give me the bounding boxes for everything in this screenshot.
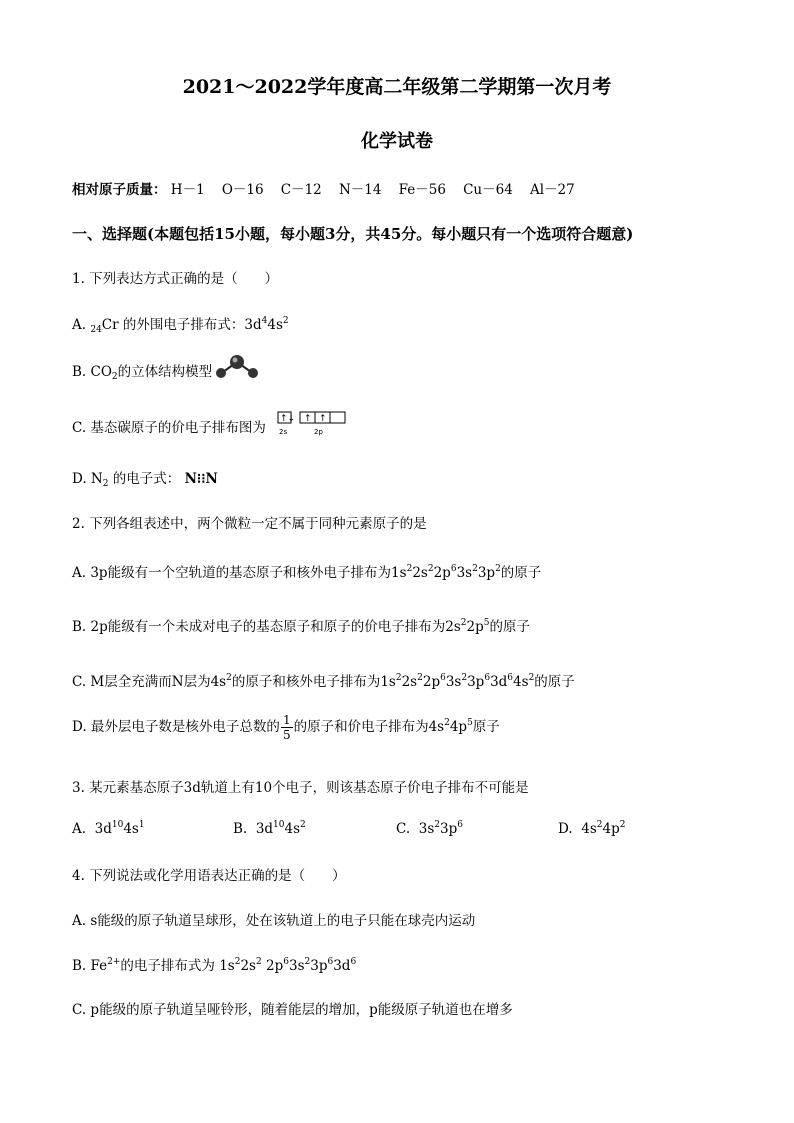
q3-option-d: D. $4s^24p^2$ <box>558 820 626 837</box>
q3-option-a: A. $3d^{10}4s^1$ <box>72 820 145 837</box>
mass-c: C－12 <box>280 182 322 198</box>
q3-option-c: C. $3s^23p^6$ <box>396 820 463 837</box>
orbital-2p-label: 2p <box>314 428 323 436</box>
q1-stem: 1. 下列表达方式正确的是（ ） <box>72 271 279 287</box>
q4-option-b: B. $Fe^{2+}$的电子排布式为 $1s^22s^2$ $2p^63s^23p^63d^6$ <box>72 957 357 974</box>
q1-option-d: D. $N_2$ 的电子式： N⁝⁝N <box>72 471 218 489</box>
fraction-one-fifth: $\frac{1}{5}$ <box>282 713 291 742</box>
mass-h: H－1 <box>170 182 205 198</box>
svg-text:↑: ↑ <box>304 414 312 424</box>
orbital-2s-label: 2s <box>279 428 288 436</box>
q2-option-d: D. 最外层电子数是核外电子总数的 $\frac{1}{5}$ 的原子和价电子排布为$4s^24p^5$原子 <box>72 713 500 742</box>
n2-electron-formula: N⁝⁝N <box>184 471 218 487</box>
atomic-mass-label: 相对原子质量： <box>72 182 167 198</box>
atomic-mass-line <box>72 178 575 198</box>
q1-option-b: B. $CO_2$的立体结构模型 <box>72 364 213 382</box>
mass-n: N－14 <box>338 182 382 198</box>
q3-stem: 3. 某元素基态原子3d轨道上有10个电子，则该基态原子价电子排布不可能是 <box>72 780 529 796</box>
mass-al: Al－27 <box>529 182 575 198</box>
q1-option-c: C. 基态碳原子的价电子排布图为 <box>72 420 266 436</box>
q3-option-b: B. $3d^{10}4s^2$ <box>233 820 306 837</box>
exam-title: 2021～2022学年度高二年级第二学期第一次月考 <box>182 76 612 98</box>
q4-option-c: C. p能级的原子轨道呈哑铃形，随着能层的增加，p能级原子轨道也在增多 <box>72 1002 513 1018</box>
q2-option-b: B. 2p能级有一个未成对电子的基态原子和原子的价电子排布为$2s^22p^5$的原子 <box>72 618 530 635</box>
q2-option-c: C. M层全充满而N层为$4s^2$的原子和核外电子排布为$1s^22s^22p^63s^23p^63d^64s^2$的原子 <box>72 673 575 690</box>
section-title: 一、选择题(本题包括15小题，每小题3分，共45分。每小题只有一个选项符合题意) <box>72 225 634 243</box>
svg-text:↑: ↑ <box>319 414 327 424</box>
q2-option-a: A. 3p能级有一个空轨道的基态原子和核外电子排布为$1s^22s^22p^63s^23p^2$的原子 <box>72 564 542 581</box>
q2-stem: 2. 下列各组表述中，两个微粒一定不属于同种元素原子的是 <box>72 516 427 532</box>
exam-subtitle: 化学试卷 <box>361 131 433 152</box>
q1-option-a: A. $_{24}$Cr 的外围电子排布式：$3d^44s^2$ <box>72 316 289 335</box>
q4-stem: 4. 下列说法或化学用语表达正确的是（ ） <box>72 868 346 884</box>
q4-option-a: A. s能级的原子轨道呈球形，处在该轨道上的电子只能在球壳内运动 <box>72 913 476 929</box>
co2-model-image <box>213 352 263 382</box>
mass-o: O－16 <box>221 182 264 198</box>
mass-cu: Cu－64 <box>463 182 513 198</box>
svg-text:↑↓: ↑↓ <box>280 414 296 424</box>
mass-fe: Fe－56 <box>398 182 446 198</box>
